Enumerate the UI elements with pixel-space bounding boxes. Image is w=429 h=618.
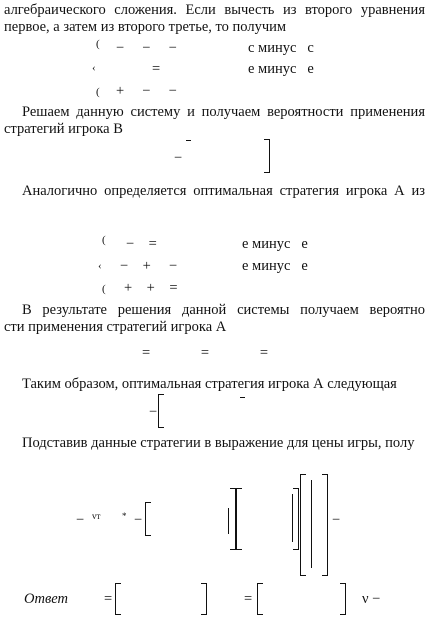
paragraph-4-line-2: сти применения стратегий игрока A xyxy=(4,319,227,335)
expr-row-vector-left-bracket xyxy=(145,502,151,536)
paragraph-5-line-1: Таким образом, оптимальная стратегия игрока А следующая xyxy=(22,376,397,392)
strategy-a-left-bracket xyxy=(158,394,164,428)
strategy-b-dash: − xyxy=(174,150,183,166)
expr-dash-3: − xyxy=(332,512,341,528)
expr-dash: − xyxy=(76,512,85,528)
system-1-brace-bottom: ( xyxy=(96,86,100,98)
paragraph-4-line-1: В результате решения данной системы получаем вероятно xyxy=(22,302,425,318)
strategy-b-right-bracket xyxy=(264,139,270,173)
strategy-a-dash: − xyxy=(149,404,158,420)
system-1-row-1-tail: с минус с xyxy=(248,40,314,56)
paragraph-1-line-1: алгебраического сложения. Если вычесть из второго уравнения xyxy=(4,2,425,18)
expr-column-vector-inner-line xyxy=(311,480,312,568)
system-2-row-3-ops: + + = xyxy=(124,280,178,296)
system-1-row-2-tail: е минус е xyxy=(248,61,314,77)
system-2-brace-top: ( xyxy=(102,234,106,246)
strategy-a-small-bar xyxy=(240,397,245,398)
paragraph-3-line-1: Аналогично определяется оптимальная стратегия игрока А из xyxy=(22,183,425,199)
expr-column-vector-right-bracket xyxy=(322,474,328,576)
expr-column-vector-left-bracket xyxy=(300,474,306,576)
system-1-row-3-ops: + − − xyxy=(116,83,177,99)
system-2-row-1-ops: − = xyxy=(126,236,157,252)
expr-matrix-left-bracket xyxy=(236,488,242,550)
answer-label: Ответ xyxy=(24,591,68,607)
strategy-a-equalities: = = = xyxy=(142,345,269,361)
system-1-row-1-ops: − − − xyxy=(116,40,177,56)
system-2-brace-bottom: ( xyxy=(102,283,106,295)
system-2-row-1-tail: е минус е xyxy=(242,236,308,252)
answer-eq-1: = xyxy=(104,591,113,607)
answer-vector-2-left-bracket xyxy=(257,583,263,615)
paragraph-1-line-2: первое, а затем из второго третье, то получим xyxy=(4,19,287,35)
paragraph-2-line-1: Решаем данную систему и получаем вероятности применения xyxy=(22,104,425,120)
strategy-b-small-bar xyxy=(186,140,191,141)
expr-matrix-right-bracket xyxy=(293,488,299,550)
expr-small-mark: * xyxy=(122,511,127,521)
expr-v-subscript: vт xyxy=(92,511,101,521)
paragraph-6-line-1: Подставив данные стратегии в выражение для цены игры, полу xyxy=(22,435,415,451)
system-1-row-2-ops: = xyxy=(152,61,161,77)
system-2-row-2-ops: − + − xyxy=(120,258,178,274)
system-2-brace-mid: ‹ xyxy=(98,260,102,272)
system-2-row-2-tail: е минус е xyxy=(242,258,308,274)
paragraph-2-line-2: стратегий игрока B xyxy=(4,121,123,137)
answer-vector-1-left-bracket xyxy=(115,583,121,615)
answer-eq-2: = xyxy=(244,591,253,607)
answer-vector-1-right-bracket xyxy=(201,583,207,615)
answer-game-value: ν − xyxy=(362,591,381,607)
system-1-brace-mid: ‹ xyxy=(92,62,96,74)
answer-vector-2-right-bracket xyxy=(340,583,346,615)
system-1-brace-top: ( xyxy=(96,38,100,50)
expr-dash-2: − xyxy=(134,512,143,528)
